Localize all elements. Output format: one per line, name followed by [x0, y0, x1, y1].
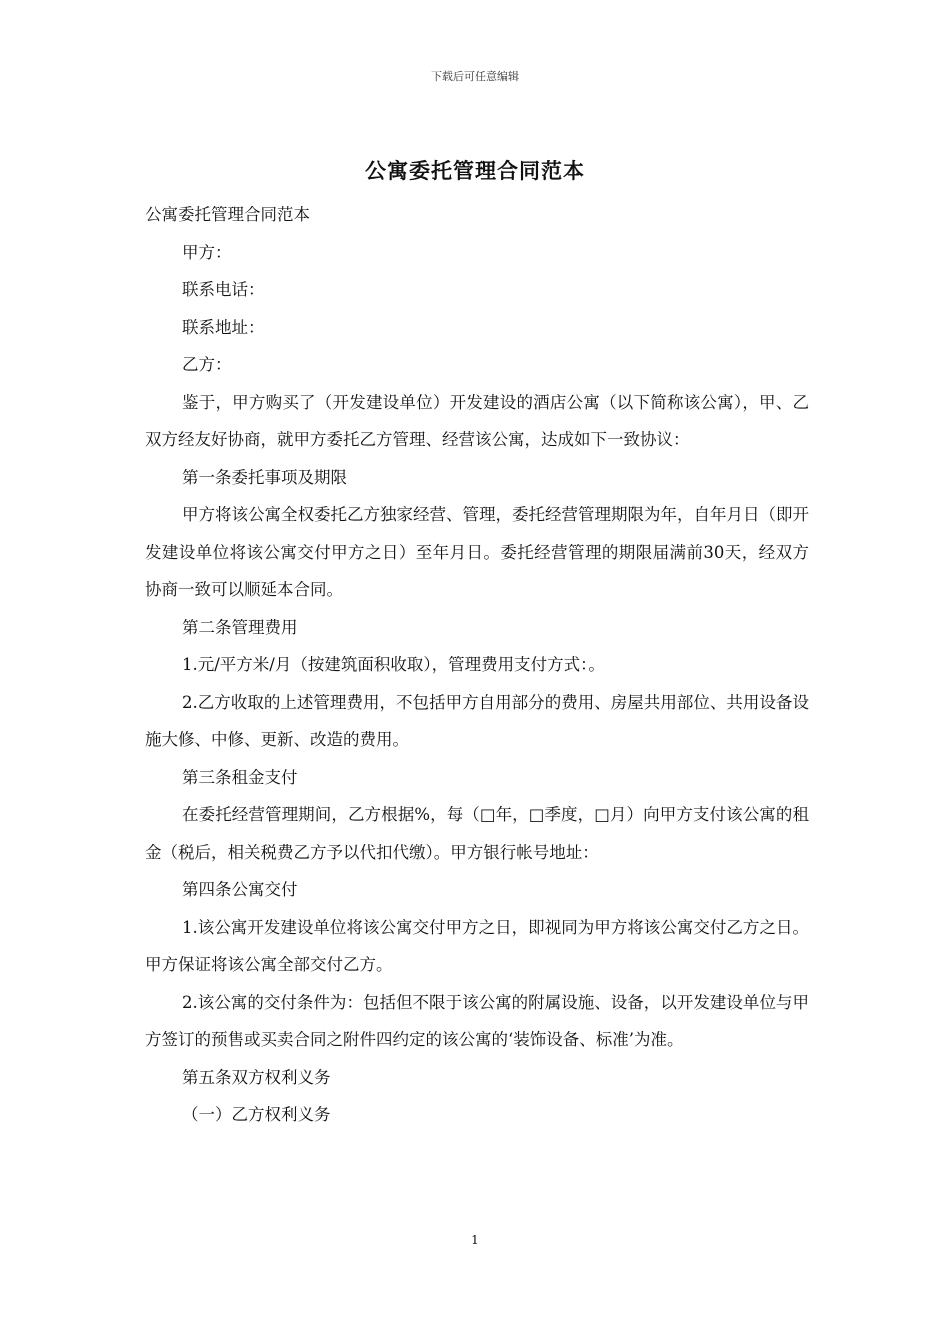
- paragraph-article-4-item-1: 1.该公寓开发建设单位将该公寓交付甲方之日，即视同为甲方将该公寓交付乙方之日。甲方保证将该公寓全部交付乙方。: [145, 917, 809, 974]
- heading-article-1: 第一条委托事项及期限: [182, 467, 347, 487]
- header-note: 下载后可任意编辑: [431, 70, 519, 83]
- paragraph-address: 联系地址：: [182, 317, 265, 337]
- document-title: 公寓委托管理合同范本: [365, 158, 585, 183]
- paragraph-article-2-item-2: 2.乙方收取的上述管理费用，不包括甲方自用部分的费用、房屋共用部位、共用设备设施大修、中修、更新、改造的费用。: [145, 692, 809, 749]
- paragraph-party-a: 甲方：: [182, 242, 232, 262]
- heading-article-4: 第四条公寓交付: [182, 880, 298, 899]
- paragraph-preamble: 鉴于，甲方购买了（开发建设单位）开发建设的酒店公寓（以下简称该公寓），甲、乙双方经友好协商，就甲方委托乙方管理、经营该公寓，达成如下一致协议：: [145, 392, 809, 449]
- paragraph-article-1: 甲方将该公寓全权委托乙方独家经营、管理，委托经营管理期限为年，自年月日（即开发建设单位将该公寓交付甲方之日）至年月日。委托经营管理的期限届满前30天，经双方协商一致可以顺延本合同。: [145, 505, 809, 599]
- heading-article-2: 第二条管理费用: [182, 617, 298, 637]
- heading-article-5: 第五条双方权利义务: [182, 1067, 331, 1087]
- paragraph-subtitle: 公寓委托管理合同范本: [145, 205, 310, 224]
- paragraph-article-4-item-2: 2.该公寓的交付条件为：包括但不限于该公寓的附属设施、设备，以开发建设单位与甲方签订的预售或买卖合同之附件四约定的该公寓的‘装饰设备、标准’为准。: [145, 992, 809, 1049]
- paragraph-article-2-item-1: 1.元/平方米/月（按建筑面积收取），管理费用支付方式：。: [182, 655, 605, 674]
- heading-article-5-section-1: （一）乙方权利义务: [182, 1105, 331, 1124]
- paragraph-phone: 联系电话：: [182, 280, 265, 299]
- paragraph-article-3: 在委托经营管理期间，乙方根据%，每（□年，□季度，□月）向甲方支付该公寓的租金（税后，相关税费乙方予以代扣代缴）。甲方银行帐号地址：: [145, 805, 809, 862]
- page-number: 1: [471, 1233, 479, 1247]
- heading-article-3: 第三条租金支付: [182, 767, 298, 787]
- paragraph-party-b: 乙方：: [182, 355, 232, 374]
- document-body: [145, 196, 809, 1134]
